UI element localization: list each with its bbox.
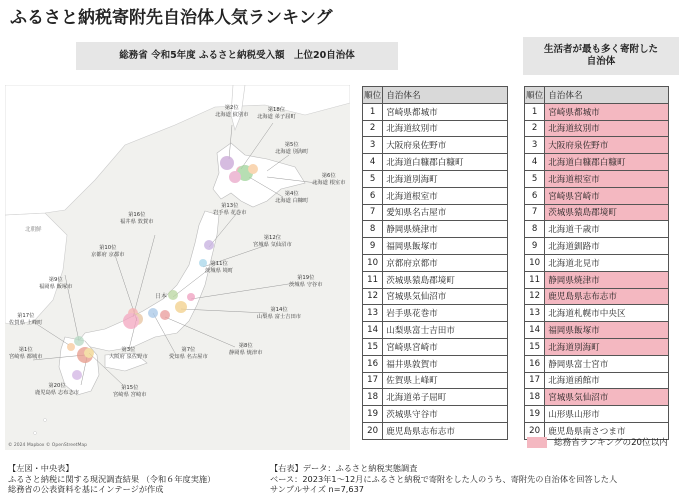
table-row — [525, 120, 669, 137]
table-row — [363, 389, 508, 406]
table-row — [525, 305, 669, 322]
rank-cell: 14 — [525, 322, 545, 339]
table-row — [363, 238, 508, 255]
rank-cell: 15 — [363, 338, 383, 355]
map-label-rank-3: 第3位 大阪府 泉佐野市 — [109, 347, 148, 360]
map-label-rank-7: 第7位 愛知県 名古屋市 — [169, 347, 208, 360]
map-attribution: © 2024 Mapbox © OpenStreetMap — [8, 443, 87, 448]
municipality-cell: 京都府京都市 — [383, 254, 508, 271]
municipality-cell: 宮城県気仙沼市 — [383, 288, 508, 305]
municipality-cell: 岩手県花巻市 — [383, 305, 508, 322]
map-label-rank-4: 第4位 北海道 白糠町 — [275, 191, 309, 204]
municipality-cell: 佐賀県上峰町 — [383, 372, 508, 389]
map-label-rank-8: 第8位 静岡県 焼津市 — [229, 343, 263, 356]
municipality-cell: 鹿児島県南さつま市 — [545, 422, 669, 439]
rank-cell: 4 — [363, 154, 383, 171]
rank-cell: 9 — [525, 238, 545, 255]
table-row — [363, 355, 508, 372]
municipality-cell: 愛知県名古屋市 — [383, 204, 508, 221]
survey-banner — [523, 37, 679, 75]
highlight-legend — [527, 436, 668, 448]
municipality-cell: 静岡県焼津市 — [545, 271, 669, 288]
survey-ranking-table — [524, 86, 669, 440]
municipality-cell: 鹿児島県志布志市 — [383, 422, 508, 439]
rank-cell: 1 — [363, 103, 383, 120]
rank-cell: 18 — [525, 389, 545, 406]
table-row — [363, 103, 508, 120]
map-label-rank-11: 第11位 茨城県 境町 — [205, 261, 234, 274]
rank-cell: 8 — [525, 221, 545, 238]
rank-cell: 16 — [525, 355, 545, 372]
table-header-row — [525, 87, 669, 104]
rank-cell: 10 — [363, 254, 383, 271]
municipality-cell: 北海道根室市 — [545, 170, 669, 187]
table-row — [363, 154, 508, 171]
table-row — [363, 288, 508, 305]
table-row — [525, 170, 669, 187]
table-row — [363, 204, 508, 221]
map-place-north-korea: 北朝鮮 — [25, 227, 42, 233]
table-row — [525, 338, 669, 355]
source-note-right — [270, 463, 617, 495]
municipality-cell: 北海道弟子屈町 — [383, 389, 508, 406]
map-label-rank-1: 第1位 宮崎県 都城市 — [9, 347, 43, 360]
municipality-cell: 宮崎県都城市 — [545, 103, 669, 120]
table-row — [525, 103, 669, 120]
rank-cell: 20 — [363, 422, 383, 439]
rank-cell: 18 — [363, 389, 383, 406]
note-right-line2: ベース：2023年1～12月にふるさと納税で寄附をした人のうち、寄附先の自治体を回答した人 — [270, 473, 618, 484]
municipality-cell: 北海道函館市 — [545, 372, 669, 389]
ministry-ranking-table — [362, 86, 508, 440]
map-label-rank-16: 第16位 福井県 敦賀市 — [120, 212, 154, 225]
municipality-cell: 北海道北見市 — [545, 254, 669, 271]
table-row — [525, 187, 669, 204]
rank-cell: 17 — [363, 372, 383, 389]
table-row — [525, 389, 669, 406]
rank-cell: 15 — [525, 338, 545, 355]
table-row — [363, 221, 508, 238]
rank-cell: 13 — [525, 305, 545, 322]
municipality-cell: 北海道白糠郡白糠町 — [383, 154, 508, 171]
legend-swatch — [527, 437, 547, 448]
header-municipality: 自治体名 — [545, 87, 669, 104]
municipality-cell: 大阪府泉佐野市 — [545, 137, 669, 154]
table-row — [525, 221, 669, 238]
map-label-rank-15: 第15位 宮崎県 宮崎市 — [113, 385, 147, 398]
municipality-cell: 福井県敦賀市 — [383, 355, 508, 372]
rank-cell: 8 — [363, 221, 383, 238]
municipality-cell: 山梨県富士吉田市 — [383, 322, 508, 339]
rank-cell: 17 — [525, 372, 545, 389]
note-left-line1: 【左図・中央表】 — [8, 463, 74, 473]
map-label-rank-10: 第10位 京都府 京都市 — [91, 245, 125, 258]
note-left-line3: 総務省の公表資料を基にインテージが作成 — [8, 484, 164, 495]
rank-cell: 2 — [525, 120, 545, 137]
table-row — [525, 154, 669, 171]
table-row — [525, 372, 669, 389]
map-place-japan: 日本 — [155, 293, 168, 300]
municipality-cell: 北海道根室市 — [383, 187, 508, 204]
rank-cell: 14 — [363, 322, 383, 339]
table-row — [525, 204, 669, 221]
map-label-rank-20: 第20位 鹿児島県 志布志市 — [35, 383, 80, 396]
legend-label: 総務省ランキングの20位以内 — [554, 438, 668, 448]
municipality-cell: 宮城県気仙沼市 — [545, 389, 669, 406]
municipality-cell: 北海道別海町 — [383, 170, 508, 187]
rank-cell: 9 — [363, 238, 383, 255]
rank-cell: 5 — [525, 170, 545, 187]
table-row — [525, 406, 669, 423]
map-label-rank-12: 第12位 宮城県 気仙沼市 — [253, 235, 292, 248]
table-row — [363, 187, 508, 204]
table-row — [363, 120, 508, 137]
municipality-cell: 北海道釧路市 — [545, 238, 669, 255]
table-row — [363, 338, 508, 355]
rank-cell: 5 — [363, 170, 383, 187]
table-row — [363, 137, 508, 154]
rank-cell: 20 — [525, 422, 545, 439]
municipality-cell: 茨城県猿島郡境町 — [545, 204, 669, 221]
map-label-rank-17: 第17位 佐賀県 上峰町 — [9, 313, 43, 326]
rank-cell: 6 — [363, 187, 383, 204]
table-row — [525, 238, 669, 255]
rank-cell: 11 — [525, 271, 545, 288]
rank-cell: 7 — [525, 204, 545, 221]
rank-cell: 11 — [363, 271, 383, 288]
page-title: ふるさと納税寄附先自治体人気ランキング — [10, 8, 333, 28]
table-row — [525, 322, 669, 339]
header-municipality: 自治体名 — [383, 87, 508, 104]
map-label-rank-5: 第5位 北海道 別海町 — [275, 142, 309, 155]
municipality-cell: 宮崎県宮崎市 — [545, 187, 669, 204]
table-row — [363, 322, 508, 339]
rank-cell: 10 — [525, 254, 545, 271]
table-row — [525, 288, 669, 305]
survey-banner-line1: 生活者が最も多く寄附した — [543, 44, 658, 56]
rank-cell: 1 — [525, 103, 545, 120]
rank-cell: 12 — [525, 288, 545, 305]
municipality-cell: 山形県山形市 — [545, 406, 669, 423]
rank-cell: 3 — [363, 137, 383, 154]
table-row — [363, 305, 508, 322]
table-row — [363, 170, 508, 187]
rank-cell: 12 — [363, 288, 383, 305]
municipality-cell: 静岡県富士宮市 — [545, 355, 669, 372]
municipality-cell: 大阪府泉佐野市 — [383, 137, 508, 154]
municipality-cell: 北海道千歳市 — [545, 221, 669, 238]
table-row — [525, 271, 669, 288]
header-rank: 順位 — [363, 87, 383, 104]
survey-banner-line2: 自治体 — [586, 56, 616, 67]
rank-cell: 13 — [363, 305, 383, 322]
municipality-cell: 鹿児島県志布志市 — [545, 288, 669, 305]
municipality-cell: 北海道別海町 — [545, 338, 669, 355]
rank-cell: 3 — [525, 137, 545, 154]
municipality-cell: 福岡県飯塚市 — [383, 238, 508, 255]
map-label-rank-19: 第19位 茨城県 守谷市 — [289, 275, 323, 288]
map-banner: 総務省 令和5年度 ふるさと納税受入額 上位20自治体 — [76, 42, 398, 70]
table-row — [525, 355, 669, 372]
municipality-cell: 宮崎県宮崎市 — [383, 338, 508, 355]
municipality-cell: 宮崎県都城市 — [383, 103, 508, 120]
municipality-cell: 北海道白糠郡白糠町 — [545, 154, 669, 171]
table-row — [525, 254, 669, 271]
municipality-cell: 静岡県焼津市 — [383, 221, 508, 238]
rank-cell: 2 — [363, 120, 383, 137]
table-row — [363, 271, 508, 288]
municipality-cell: 北海道紋別市 — [383, 120, 508, 137]
rank-cell: 6 — [525, 187, 545, 204]
map-label-rank-13: 第13位 岩手県 花巻市 — [213, 203, 247, 216]
map-label-rank-2: 第2位 北海道 紋別市 — [215, 105, 249, 118]
table-row — [363, 422, 508, 439]
municipality-cell: 北海道紋別市 — [545, 120, 669, 137]
source-note-left — [8, 463, 215, 495]
municipality-cell: 茨城県猿島郡境町 — [383, 271, 508, 288]
header-rank: 順位 — [525, 87, 545, 104]
municipality-cell: 茨城県守谷市 — [383, 406, 508, 423]
table-row — [363, 372, 508, 389]
map-label-rank-9: 第9位 福岡県 飯塚市 — [39, 277, 73, 290]
rank-cell: 16 — [363, 355, 383, 372]
rank-cell: 19 — [525, 406, 545, 423]
municipality-cell: 北海道札幌市中央区 — [545, 305, 669, 322]
municipality-cell: 福岡県飯塚市 — [545, 322, 669, 339]
note-left-line2: ふるさと納税に関する現況調査結果 （令和６年度実施） — [8, 473, 216, 484]
map-label-rank-14: 第14位 山梨県 富士吉田市 — [257, 307, 302, 320]
table-row — [525, 137, 669, 154]
note-right-line1: 【右表】データ：ふるさと納税実態調査 — [270, 463, 418, 473]
rank-cell: 4 — [525, 154, 545, 171]
table-row — [363, 254, 508, 271]
map-label-rank-6: 第6位 北海道 根室市 — [312, 173, 346, 186]
rank-cell: 19 — [363, 406, 383, 423]
note-right-line3: サンプルサイズ n=7,637 — [270, 484, 365, 495]
table-row — [363, 406, 508, 423]
map-label-rank-18: 第18位 北海道 弟子屈町 — [257, 107, 296, 120]
japan-map[interactable] — [5, 85, 350, 450]
table-header-row — [363, 87, 508, 104]
rank-cell: 7 — [363, 204, 383, 221]
